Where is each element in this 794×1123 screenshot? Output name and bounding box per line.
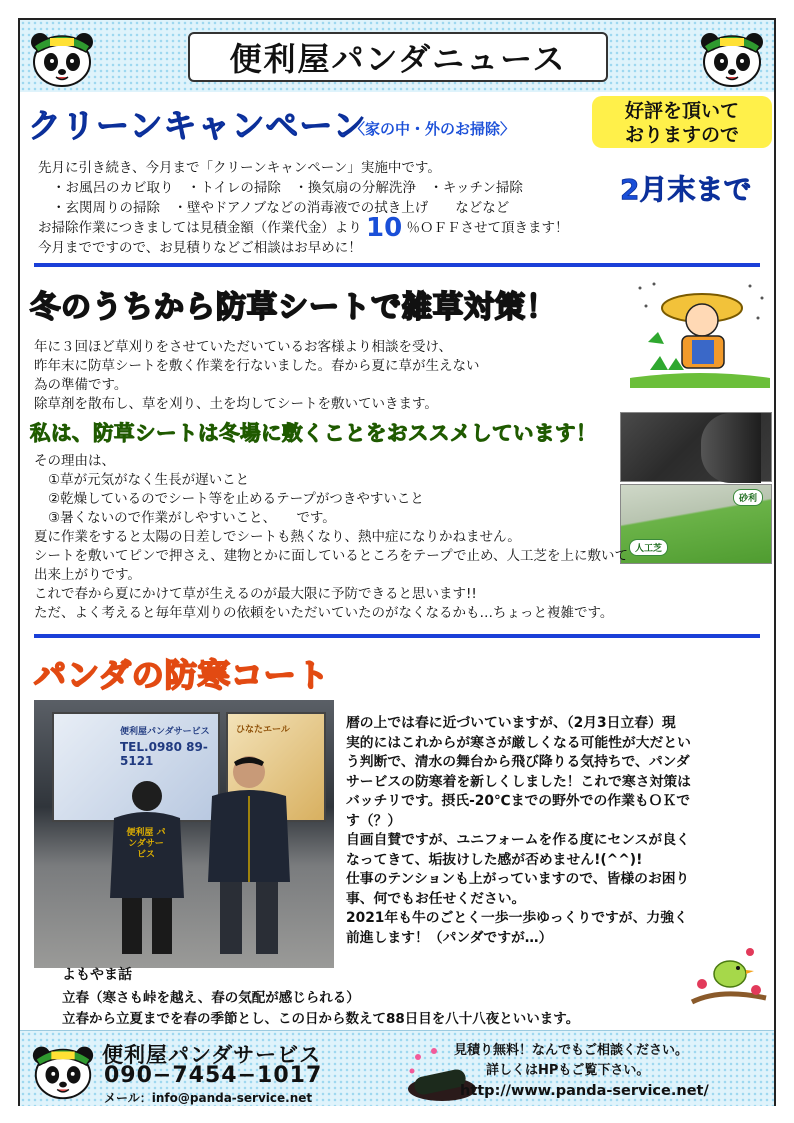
campaign-deadline: 2月末まで <box>620 173 752 206</box>
weed-paragraph: 年に３回ほど草刈りをさせていただいているお客様より相談を受け、 <box>34 339 452 355</box>
reason-item: ③暑くないので作業がしやすいこと、 です。 <box>48 510 336 526</box>
discount-value: 10 <box>366 213 403 243</box>
email-address[interactable]: メール：info@panda-service.net <box>104 1091 313 1105</box>
gravel-tag: 砂利 <box>733 489 763 506</box>
campaign-line: 先月に引き続き、今月まで「クリーンキャンペーン」実施中です。 <box>38 160 441 176</box>
staff-back-figure <box>104 778 190 958</box>
section-divider <box>34 263 760 267</box>
turf-tag: 人工芝 <box>629 539 668 556</box>
newsletter-page <box>18 18 776 1106</box>
free-estimate-text: 見積り無料！なんでもご相談ください。 <box>454 1043 689 1058</box>
footer-banner <box>20 1030 774 1106</box>
campaign-line: ・お風呂のカビ取り ・トイレの掃除 ・換気扇の分解洗浄 ・キッチン掃除 <box>52 180 523 196</box>
campaign-discount-line <box>38 213 569 243</box>
reason-item: ②乾燥しているのでシート等を止めるテープがつきやすいこと <box>48 491 424 507</box>
coat-paragraph: す（？） <box>346 812 402 829</box>
coat-paragraph: 2021年も牛のごとく一歩一歩ゆっくりですが、力強く <box>346 910 688 926</box>
farmer-illustration-icon <box>630 278 770 388</box>
see-website-text: 詳しくはHPもご覧下さい。 <box>486 1063 650 1078</box>
campaign-title: クリーンキャンペーン <box>28 106 367 145</box>
weed-paragraph: 為の準備です。 <box>34 377 128 393</box>
campaign-line: ・玄関周りの掃除 ・壁やドアノブなどの消毒液での拭き上げ などなど <box>52 200 510 216</box>
title-box <box>188 32 608 82</box>
coat-paragraph: なってきて、垢抜けした感が否めません!(^^)! <box>346 851 643 868</box>
shop-sign-label: 便利屋パンダサービス <box>120 727 210 737</box>
clean-campaign-section <box>20 94 774 262</box>
weed-paragraph: シートを敷いてピンで押さえ、建物とかに面しているところをテープで止め、人工芝を上に敷いて <box>34 548 628 564</box>
weed-paragraph: 夏に作業をすると太陽の日差しでシートも熱くなり、熱中症になりかねません。 <box>34 529 521 545</box>
weed-paragraph: ただ、よく考えると毎年草刈りの依頼をいただいていたのがなくなるかも…ちょっと複雑です。 <box>34 605 614 621</box>
weed-highlight: 私は、防草シートは冬場に敷くことをおススメしています！ <box>30 421 597 445</box>
coat-section-title: パンダの防寒コート <box>34 656 330 694</box>
header-banner <box>20 20 774 92</box>
coat-paragraph: 自画自賛ですが、ユニフォームを作る度にセンスが良く <box>346 832 690 848</box>
campaign-subtitle: 〈家の中・外のお掃除〉 <box>350 120 516 138</box>
section-divider <box>34 634 760 638</box>
weed-paragraph: 昨年末に防草シートを敷く作業を行ないました。春から夏に草が生えない <box>34 358 480 374</box>
popular-line-2: おりますので <box>624 124 739 146</box>
popular-badge <box>592 96 772 148</box>
discount-pre: お掃除作業につきましては見積金額（作業代金）より <box>38 220 362 236</box>
artificial-turf-photo <box>620 484 772 564</box>
weed-sheet-photo <box>620 412 772 482</box>
yomoyama-heading: よもやま話 <box>62 967 132 983</box>
bird-on-branch-icon <box>690 940 768 1010</box>
panda-mascot-icon <box>696 24 768 88</box>
campaign-line: 今月までですので、お見積りなどご相談はお早めに！ <box>38 240 362 256</box>
weed-paragraph: 出来上がりです。 <box>34 567 141 583</box>
panda-mascot-icon <box>28 1037 98 1101</box>
coat-paragraph: 実的にはこれからが寒さが厳しくなる可能性が大だとい <box>346 734 691 751</box>
weed-paragraph: 除草剤を散布し、草を刈り、土を均してシートを敷いていきます。 <box>34 396 438 412</box>
coat-paragraph: サービスの防寒着を新しくしました！これで寒さ対策は <box>346 773 691 790</box>
phone-number[interactable]: 090−7454−1017 <box>104 1063 323 1088</box>
yomoyama-line: 立春（寒さも峠を越え、春の気配が感じられる） <box>62 990 360 1006</box>
weed-paragraph: これで春から夏にかけて草が生えるのが最大限に予防できると思います!! <box>34 586 477 602</box>
newsletter-title: 便利屋パンダニュース <box>229 40 567 78</box>
coat-paragraph: 暦の上では春に近づいていますが、（2月3日立春）現 <box>346 715 676 731</box>
coat-paragraph: う判断で、清水の舞台から飛び降りる気持ちで、パンダ <box>346 754 690 770</box>
coat-paragraph: 事、何でもお任せください。 <box>346 890 526 907</box>
website-link[interactable]: http://www.panda-service.net/ <box>460 1083 709 1099</box>
reason-item: ①草が元気がなく生長が遅いこと <box>48 472 250 488</box>
yomoyama-line: 立春から立夏までを春の季節とし、この日から数えて88日目を八十八夜といいます。 <box>62 1011 580 1027</box>
coat-paragraph: 仕事のテンションも上がっていますので、皆様のお困り <box>346 871 690 887</box>
staff-front-figure <box>204 752 294 958</box>
coat-paragraph: バッチリです。摂氏-20℃までの野外での作業もＯＫで <box>346 793 691 809</box>
back-print: 便利屋 パンダサービス <box>126 828 166 860</box>
neighbor-shop-label: ひなたエール <box>236 725 290 735</box>
panda-mascot-icon <box>26 24 98 88</box>
shop-sign-tel: TEL.0980 89-5121 <box>120 740 208 768</box>
coat-paragraph: 前進します！（パンダですが…） <box>346 929 553 946</box>
popular-line-1: 好評を頂いて <box>624 100 739 122</box>
weed-paragraph: その理由は、 <box>34 453 115 469</box>
company-name: 便利屋パンダサービス <box>102 1043 322 1067</box>
weed-section-title: 冬のうちから防草シートで雑草対策！ <box>30 290 557 325</box>
sheet-roll <box>701 413 761 483</box>
discount-post: ％ＯＦＦさせて頂きます！ <box>406 220 569 236</box>
staff-coat-photo <box>34 700 334 968</box>
